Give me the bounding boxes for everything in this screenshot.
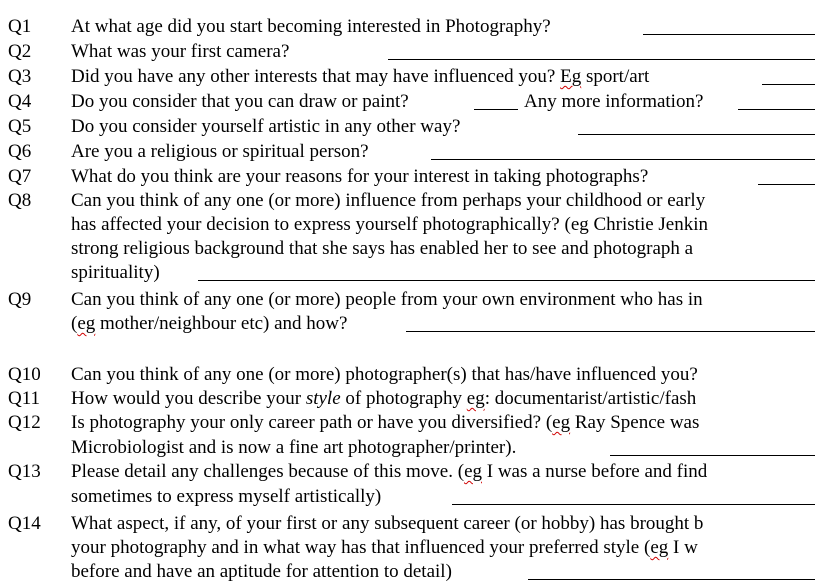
question-text: spirituality) — [71, 262, 160, 283]
question-number: Q12 — [8, 412, 41, 433]
answer-blank[interactable] — [610, 455, 815, 456]
question-text: What aspect, if any, of your first or any subsequent career (or hobby) has brought b — [71, 513, 704, 534]
question-number: Q8 — [8, 190, 32, 211]
answer-blank[interactable] — [431, 159, 815, 160]
answer-blank[interactable] — [643, 34, 815, 35]
question-q4 — [0, 89, 815, 114]
question-text: Can you think of any one (or more) influence from perhaps your childhood or early — [71, 190, 706, 211]
answer-blank[interactable] — [406, 331, 815, 332]
question-text: before and have an aptitude for attention to detail) — [71, 561, 452, 582]
question-text: At what age did you start becoming interested in Photography? — [71, 16, 551, 37]
question-q10 — [0, 362, 815, 387]
question-text: sometimes to express myself artistically) — [71, 486, 382, 507]
answer-blank-secondary[interactable] — [738, 109, 815, 110]
question-q8-line3 — [0, 236, 815, 261]
question-q5 — [0, 114, 815, 139]
question-q8-line2 — [0, 212, 815, 237]
question-text: Microbiologist and is now a fine art photographer/printer). — [71, 437, 517, 458]
question-number: Q10 — [8, 364, 41, 385]
answer-blank[interactable] — [388, 59, 815, 60]
question-q14 — [0, 511, 815, 536]
question-q12 — [0, 410, 815, 435]
question-text: Are you a religious or spiritual person? — [71, 141, 369, 162]
question-number: Q11 — [8, 388, 41, 409]
question-q14-line2 — [0, 535, 815, 560]
question-text: Please detail any challenges because of this move. (eg I was a nurse before and find — [71, 461, 708, 482]
question-text: strong religious background that she says has enabled her to see and photograph a — [71, 238, 694, 259]
question-text: Is photography your only career path or have you diversified? (eg Ray Spence was — [71, 412, 700, 433]
question-q9 — [0, 287, 815, 312]
question-number: Q5 — [8, 116, 32, 137]
question-number: Q7 — [8, 166, 32, 187]
question-number: Q1 — [8, 16, 32, 37]
question-q13 — [0, 459, 815, 484]
question-text: How would you describe your style of photography eg: documentarist/artistic/fash — [71, 388, 697, 409]
question-q9-line2 — [0, 311, 815, 336]
question-q1 — [0, 14, 815, 39]
question-text: Did you have any other interests that may have influenced you? Eg sport/art — [71, 66, 650, 87]
question-q7 — [0, 164, 815, 189]
question-q14-line3 — [0, 559, 815, 584]
answer-blank[interactable] — [528, 579, 815, 580]
question-q3 — [0, 64, 815, 89]
answer-blank[interactable] — [758, 184, 815, 185]
question-text: Can you think of any one (or more) photographer(s) that has/have influenced you? — [71, 364, 698, 385]
question-number: Q6 — [8, 141, 32, 162]
question-number: Q3 — [8, 66, 32, 87]
answer-blank[interactable] — [198, 280, 815, 281]
question-number: Q9 — [8, 289, 32, 310]
question-text: Do you consider yourself artistic in any other way? — [71, 116, 461, 137]
question-number: Q4 — [8, 91, 32, 112]
answer-blank[interactable] — [474, 109, 518, 110]
question-text: your photography and in what way has that influenced your preferred style (eg I w — [71, 537, 698, 558]
question-number: Q2 — [8, 41, 32, 62]
question-text-secondary: Any more information? — [524, 91, 704, 112]
answer-blank[interactable] — [762, 84, 815, 85]
question-q13-line2 — [0, 484, 815, 509]
answer-blank[interactable] — [578, 134, 815, 135]
question-text: has affected your decision to express yourself photographically? (eg Christie Jenkin — [71, 214, 709, 235]
question-q8 — [0, 188, 815, 213]
question-q8-line4 — [0, 260, 815, 285]
question-q12-line2 — [0, 435, 815, 460]
question-number: Q13 — [8, 461, 41, 482]
question-text: What do you think are your reasons for your interest in taking photographs? — [71, 166, 649, 187]
question-text: (eg mother/neighbour etc) and how? — [71, 313, 348, 334]
question-q2 — [0, 39, 815, 64]
question-number: Q14 — [8, 513, 41, 534]
question-text: What was your first camera? — [71, 41, 290, 62]
question-q11 — [0, 386, 815, 411]
question-q6 — [0, 139, 815, 164]
question-text: Do you consider that you can draw or paint? — [71, 91, 409, 112]
answer-blank[interactable] — [452, 504, 815, 505]
question-text: Can you think of any one (or more) people from your own environment who has in — [71, 289, 703, 310]
